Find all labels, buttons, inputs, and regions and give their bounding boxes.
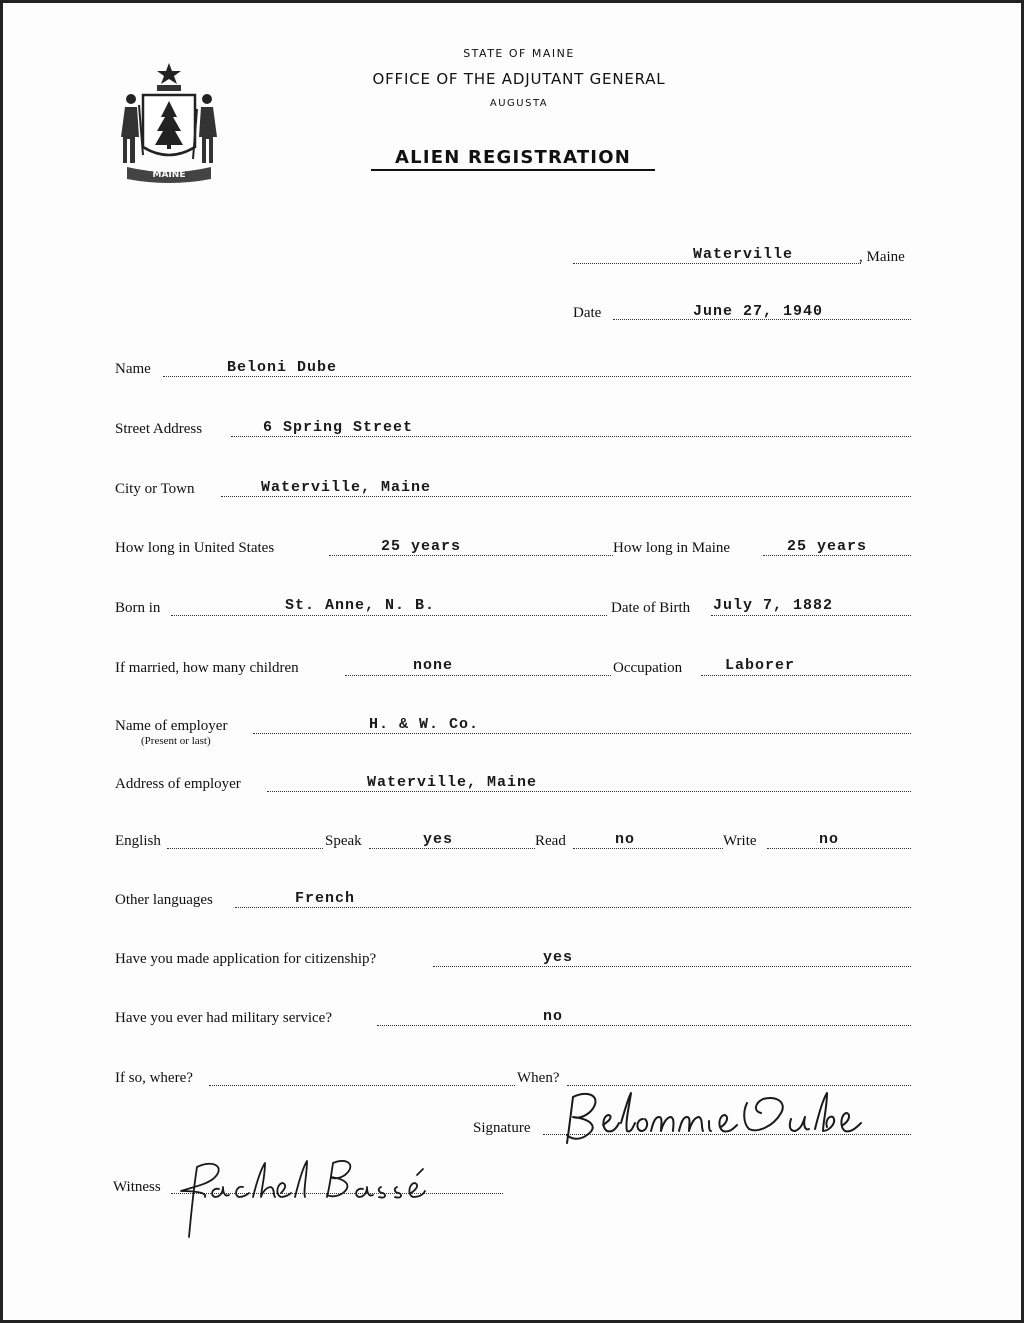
military-value: no (543, 1008, 564, 1025)
read-label: Read (535, 833, 566, 849)
witness-label: Witness (113, 1179, 161, 1195)
how-long-us-label: How long in United States (115, 540, 275, 556)
street-address-value: 6 Spring Street (263, 419, 414, 436)
how-long-maine-value: 25 years (787, 538, 868, 555)
name-line (163, 376, 911, 377)
office-heading: OFFICE OF THE ADJUTANT GENERAL (372, 70, 666, 88)
write-value: no (819, 831, 840, 848)
occupation-label: Occupation (613, 660, 683, 676)
how-long-us-line (329, 555, 613, 556)
employer-address-label: Address of employer (115, 776, 241, 792)
children-label: If married, how many children (115, 660, 299, 676)
city-or-town-line (221, 496, 911, 497)
read-value: no (615, 831, 636, 848)
signature-label: Signature (473, 1120, 531, 1136)
employer-address-line (267, 791, 911, 792)
employer-value: H. & W. Co. (369, 716, 480, 733)
occupation-line (701, 675, 911, 676)
occupation-value: Laborer (725, 657, 796, 674)
street-address-label: Street Address (115, 421, 203, 437)
date-of-birth-value: July 7, 1882 (713, 597, 834, 614)
read-line (573, 848, 723, 849)
city-or-town-label: City or Town (115, 481, 195, 497)
state-heading: STATE OF MAINE (463, 47, 575, 60)
date-of-birth-label: Date of Birth (611, 600, 691, 616)
place-value: Waterville (693, 246, 794, 263)
other-languages-label: Other languages (115, 892, 213, 908)
speak-value: yes (423, 831, 454, 848)
born-in-value: St. Anne, N. B. (285, 597, 436, 614)
city-heading: AUGUSTA (489, 98, 549, 109)
speak-line (369, 848, 535, 849)
place-suffix: , Maine (859, 249, 905, 265)
write-line (767, 848, 911, 849)
how-long-us-value: 25 years (381, 538, 462, 555)
date-label: Date (573, 305, 602, 321)
when-label: When? (517, 1070, 560, 1086)
military-label: Have you ever had military service? (115, 1010, 332, 1026)
if-so-where-line (209, 1085, 515, 1086)
children-value: none (413, 657, 454, 674)
write-label: Write (723, 833, 757, 849)
children-line (345, 675, 611, 676)
date-of-birth-line (711, 615, 911, 616)
employer-address-value: Waterville, Maine (367, 774, 538, 791)
form-title: ALIEN REGISTRATION (371, 147, 655, 171)
applicant-signature (551, 1083, 911, 1153)
seal-banner-text: MAINE (152, 170, 186, 180)
date-value: June 27, 1940 (693, 303, 824, 320)
place-line (573, 263, 861, 264)
if-so-where-label: If so, where? (115, 1070, 193, 1086)
other-languages-value: French (295, 890, 356, 907)
how-long-maine-line (763, 555, 911, 556)
name-label: Name (115, 361, 151, 377)
city-or-town-value: Waterville, Maine (261, 479, 432, 496)
born-in-label: Born in (115, 600, 161, 616)
citizenship-value: yes (543, 949, 574, 966)
name-value: Beloni Dube (227, 359, 338, 376)
how-long-maine-label: How long in Maine (613, 540, 731, 556)
citizenship-line (433, 966, 911, 967)
other-languages-line (235, 907, 911, 908)
born-in-line (171, 615, 607, 616)
military-line (377, 1025, 911, 1026)
street-address-line (231, 436, 911, 437)
english-line (167, 848, 323, 849)
citizenship-label: Have you made application for citizenship? (115, 951, 377, 967)
employer-line (253, 733, 911, 734)
witness-signature (167, 1153, 467, 1243)
speak-label: Speak (325, 833, 362, 849)
employer-sublabel: (Present or last) (141, 735, 211, 747)
english-label: English (115, 833, 161, 849)
employer-label: Name of employer (115, 718, 228, 734)
